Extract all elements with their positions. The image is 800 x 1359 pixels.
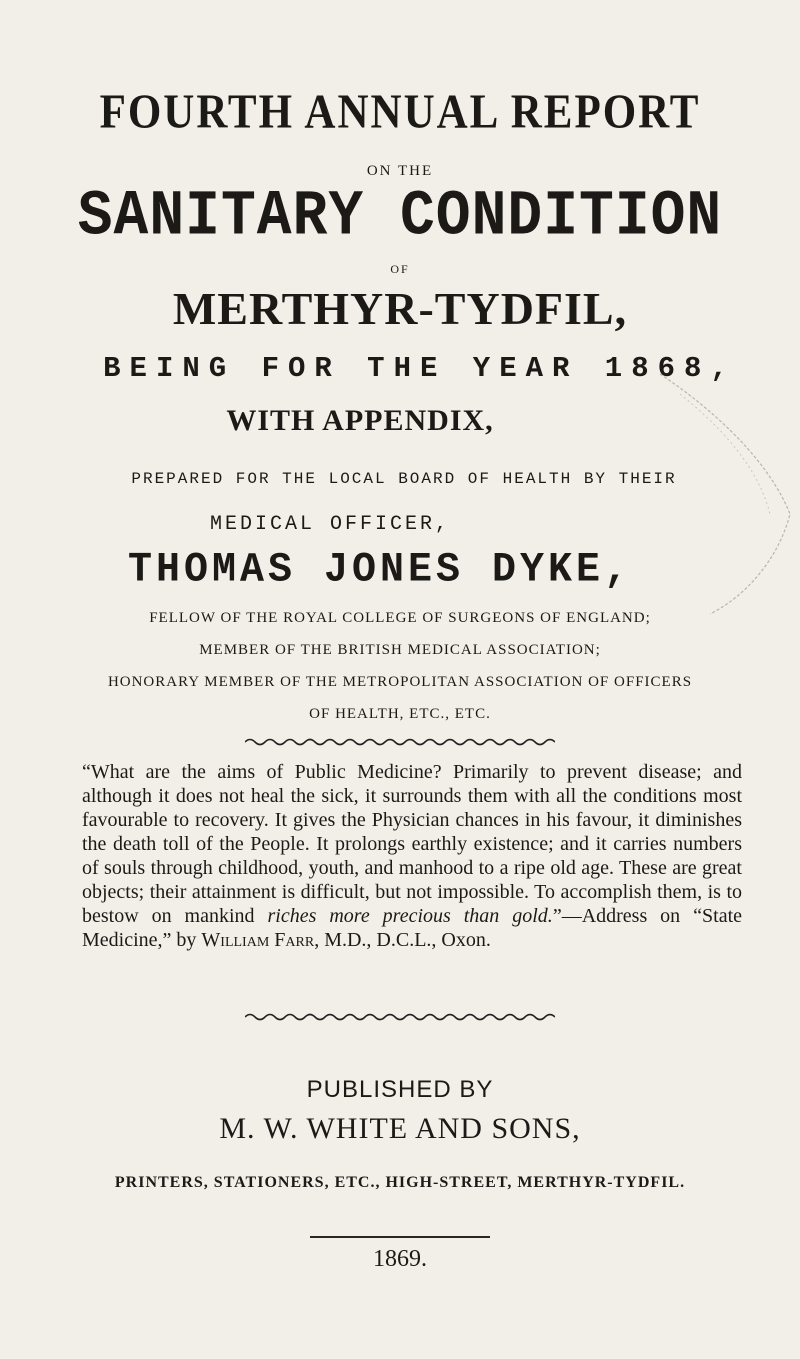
appendix-line: WITH APPENDIX, — [226, 404, 494, 437]
published-by-label: PUBLISHED BY — [306, 1076, 494, 1103]
report-title: FOURTH ANNUAL REPORT — [99, 86, 701, 139]
place-title: MERTHYR-TYDFIL, — [172, 283, 628, 334]
year-line: BEING FOR THE YEAR 1868, — [103, 352, 737, 385]
credential-line: HONORARY MEMBER OF THE METROPOLITAN ASSOCIATION OF OFFICERS — [107, 674, 693, 690]
epigraph-quote — [82, 760, 742, 952]
credential-line: MEMBER OF THE BRITISH MEDICAL ASSOCIATION; — [199, 642, 601, 658]
publication-year: 1869. — [373, 1246, 427, 1272]
quote-italic: riches more precious than gold. — [267, 905, 553, 927]
wavy-rule-ornament — [245, 1012, 555, 1022]
officer-line: MEDICAL OFFICER, — [209, 513, 451, 536]
on-the-label: ON THE — [366, 163, 434, 179]
author-name: THOMAS JONES DYKE, — [127, 546, 633, 595]
quote-degrees: , M.D., D.C.L., Oxon. — [314, 929, 491, 951]
quote-attribution: ”—Address on “State Medicine,” by — [82, 905, 743, 951]
publisher-address: PRINTERS, STATIONERS, ETC., HIGH-STREET, MERTHYR-TYDFIL. — [114, 1174, 686, 1191]
library-stamp-mark — [640, 354, 800, 624]
publisher-name: M. W. WHITE AND SONS, — [219, 1112, 581, 1145]
credential-line: OF HEALTH, ETC., ETC. — [309, 706, 491, 722]
quote-author: William Farr — [201, 929, 315, 951]
quote-text: “What are the aims of Public Medicine? Primarily to prevent disease; and although it does not heal the sick, it surrounds them with all the conditions most favourable to recovery. It gives the Physician chances in his favour, it diminishes the death toll of the People. It prolongs earthly existence; and it carries numbers of souls through childhood, youth, and manhood to a ripe old age. These are great objects; their attainment is difficult, but not impossible. To accomplish them, is to bestow on mankind — [82, 761, 742, 927]
wavy-rule-ornament — [245, 737, 555, 747]
horizontal-rule — [310, 1236, 490, 1238]
of-label: OF — [390, 262, 410, 276]
credential-line: FELLOW OF THE ROYAL COLLEGE OF SURGEONS OF ENGLAND; — [149, 610, 651, 626]
prepared-line: PREPARED FOR THE LOCAL BOARD OF HEALTH BY THEIR — [131, 470, 677, 488]
subject-title: SANITARY CONDITION — [77, 181, 723, 254]
